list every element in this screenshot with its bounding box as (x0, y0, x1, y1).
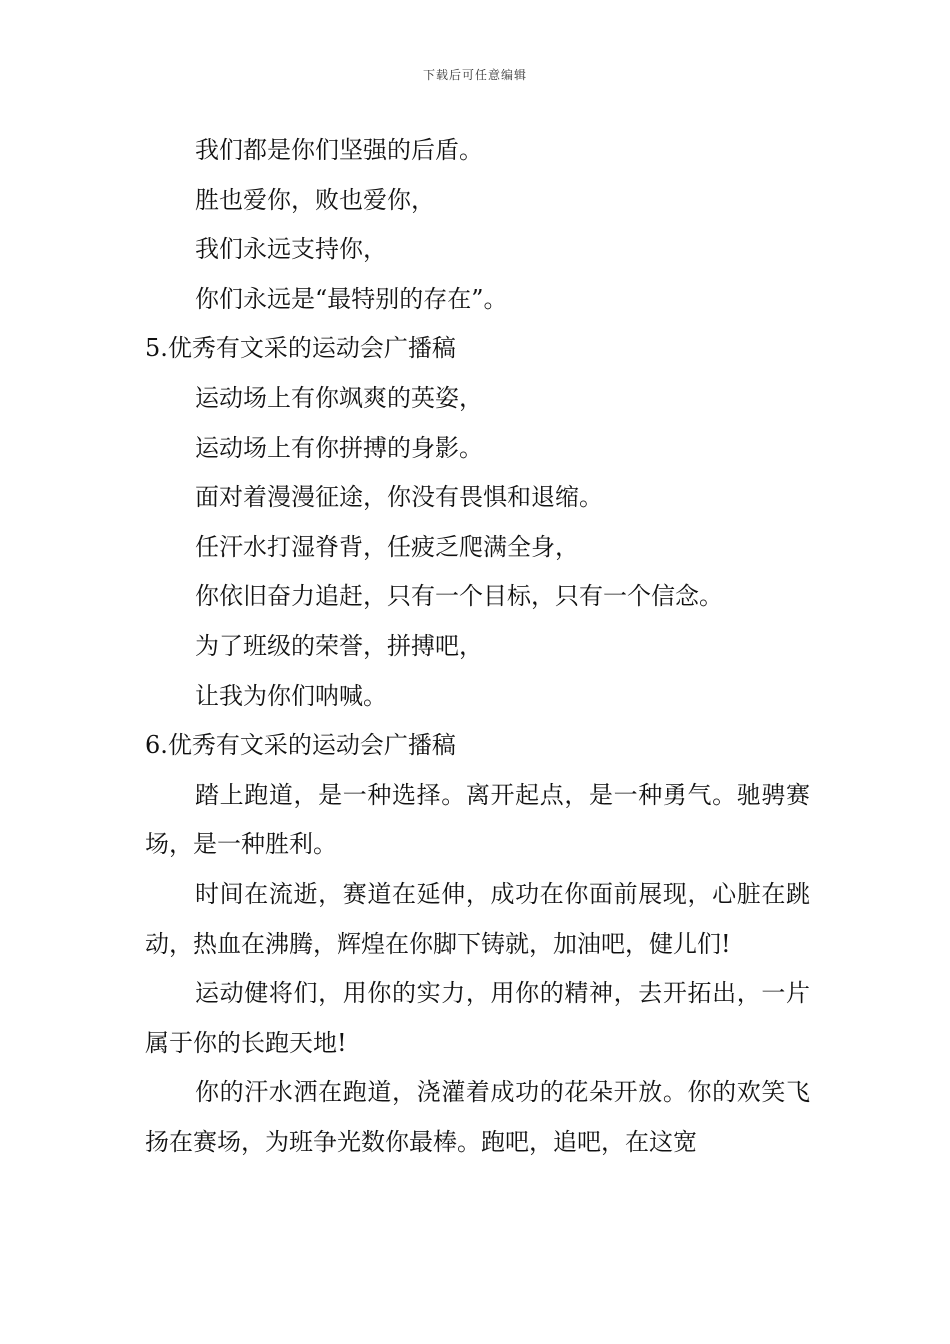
text-line: 胜也爱你，败也爱你， (195, 185, 435, 214)
text-line: 你们永远是“最特别的存在”。 (195, 284, 508, 313)
section-heading-6: 6.优秀有文采的运动会广播稿 (145, 731, 456, 760)
text-line: 运动场上有你飒爽的英姿， (195, 383, 483, 412)
text-line: 你依旧奋力追赶，只有一个目标，只有一个信念。 (195, 582, 723, 611)
paragraph: 运动健将们，用你的实力，用你的精神，去开拓出，一片属于你的长跑天地! (145, 979, 810, 1057)
document-body (145, 126, 810, 1167)
paragraph: 你的汗水洒在跑道，浇灌着成功的花朵开放。你的欢笑飞扬在赛场，为班争光数你最棒。跑吧，追吧，在这宽 (145, 1078, 810, 1156)
text-line: 我们永远支持你， (195, 235, 387, 264)
text-line: 运动场上有你拼搏的身影。 (195, 433, 483, 462)
text-line: 我们都是你们坚强的后盾。 (195, 136, 483, 164)
text-line: 让我为你们呐喊。 (195, 681, 387, 710)
paragraph: 时间在流逝，赛道在延伸，成功在你面前展现，心脏在跳动，热血在沸腾，辉煌在你脚下铸就，加油吧，健儿们! (145, 879, 810, 958)
text-line: 为了班级的荣誉，拼搏吧， (195, 631, 483, 660)
page-header: 下载后可任意编辑 (422, 68, 527, 82)
section-heading-5: 5.优秀有文采的运动会广播稿 (145, 334, 456, 363)
text-line: 面对着漫漫征途，你没有畏惧和退缩。 (195, 483, 603, 512)
text-line: 任汗水打湿脊背，任疲乏爬满全身， (195, 532, 579, 561)
paragraph: 踏上跑道，是一种选择。离开起点，是一种勇气。驰骋赛场，是一种胜利。 (145, 780, 810, 859)
